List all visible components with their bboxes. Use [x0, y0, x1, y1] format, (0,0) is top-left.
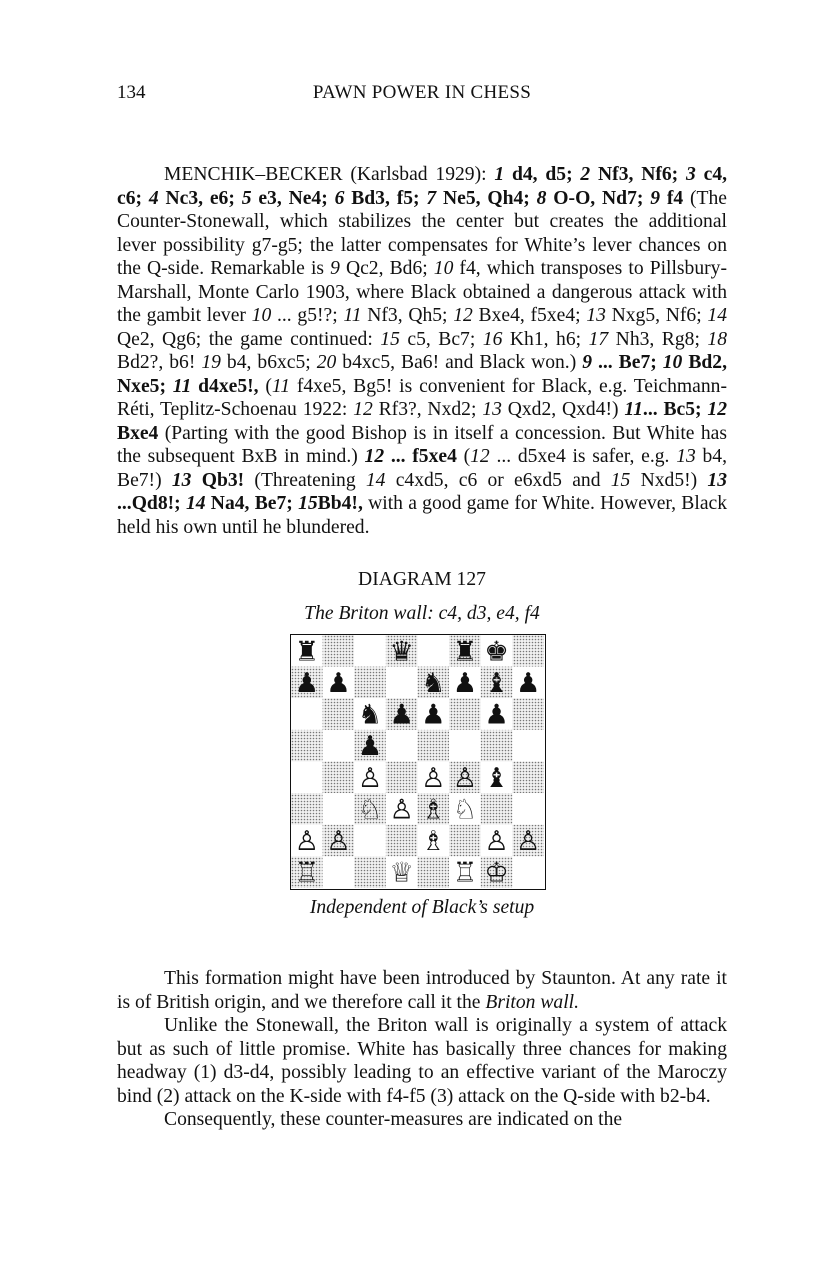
text-run: 14	[707, 305, 727, 326]
text-run: b4, Be7!)	[117, 446, 727, 491]
text-run: Rf3?, Nxd2;	[372, 399, 483, 420]
text-run: Bb4!,	[317, 493, 363, 514]
square-f6	[449, 698, 481, 730]
white-rook-icon: ♖	[452, 857, 478, 888]
text-run: Nc3, e6;	[158, 187, 242, 209]
square-g5	[481, 730, 513, 762]
black-pawn-icon: ♟	[516, 667, 541, 699]
text-run: Bd2, Nxe5;	[117, 352, 727, 397]
text-run: d4, d5;	[504, 164, 581, 185]
square-b8	[323, 635, 355, 667]
black-pawn-icon: ♟	[484, 699, 509, 731]
text-run: (	[258, 375, 272, 397]
text-run: 6	[334, 187, 345, 209]
text-run: 15	[380, 328, 400, 350]
text-run: d4xe5!,	[191, 375, 259, 397]
black-pawn-icon: ♟	[421, 699, 446, 731]
black-pawn-icon: ♟	[452, 667, 478, 699]
text-run: 2	[580, 164, 591, 185]
text-run: 12	[707, 399, 727, 420]
text-run: 19	[201, 352, 221, 373]
text-run: 4	[148, 187, 159, 209]
square-g3	[481, 793, 513, 825]
text-run: Bxe4	[117, 422, 159, 444]
text-run: This formation might have been introduced by Staunton. At any rate it is of British origin, and we therefore call it the	[117, 968, 727, 1013]
square-c2	[354, 825, 386, 857]
black-knight-icon: ♞	[421, 667, 446, 699]
paragraph	[117, 1014, 727, 1108]
text-run: Qe2, Qg6; the game continued:	[117, 328, 381, 350]
text-run: MENCHIK–BECKER (Karlsbad 1929):	[164, 164, 495, 185]
page-header	[117, 82, 727, 108]
text-run: Qb3!	[191, 469, 245, 491]
text-run: ... Be7;	[592, 352, 663, 373]
text-run: 1	[494, 164, 505, 185]
square-d5	[386, 730, 418, 762]
text-run: 9	[650, 187, 661, 209]
text-run: O-O, Nd7;	[546, 187, 651, 209]
white-knight-icon: ♘	[452, 794, 478, 826]
square-f2	[449, 825, 481, 857]
square-h8	[512, 635, 544, 667]
commentary-text	[117, 967, 727, 1132]
text-run: Nxd5!)	[630, 469, 708, 491]
text-run: Bd3, f5;	[344, 187, 427, 209]
square-d2	[386, 825, 418, 857]
text-run: 3	[686, 164, 696, 185]
black-pawn-icon: ♟	[294, 667, 319, 699]
text-run: f4xe5, Bg5! is convenient for Black, e.g. Teichmann-Réti, Teplitz-Schoenau 1922:	[117, 375, 727, 420]
square-c7	[354, 667, 386, 699]
text-run: 20	[316, 352, 337, 373]
text-run: with a good game for White. However, Black held his own until he blundered.	[117, 493, 728, 538]
diagram-label: DIAGRAM 127	[358, 569, 486, 590]
black-rook-icon: ♜	[452, 636, 478, 668]
text-run: ... f5xe4	[384, 446, 457, 467]
text-run: ... Bc5;	[642, 399, 708, 420]
text-run: ... g5!?;	[271, 305, 344, 326]
text-run: e3, Ne4;	[251, 187, 335, 209]
white-pawn-icon: ♙	[294, 826, 319, 858]
square-e5	[418, 730, 450, 762]
square-h4	[512, 762, 544, 794]
square-a4	[291, 762, 323, 794]
text-run: Ne5, Qh4;	[436, 187, 537, 209]
white-pawn-icon: ♙	[389, 794, 414, 826]
text-run: Qxd2, Qxd4!)	[501, 399, 625, 420]
paragraph	[117, 163, 727, 539]
text-run: Unlike the Stonewall, the Briton wall is originally a system of attack but as such of little promise. White has basically three chances for making headway (1) d3-d4, possibly leading to an effective variant of the Maroczy bind (2) attack on the K-side with f4-f5 (3) attack on the Q-side with b2-b4.	[117, 1015, 727, 1107]
text-run: b4xc5, Ba6! and Black won.)	[336, 352, 583, 373]
text-run: c5, Bc7;	[399, 328, 483, 350]
text-run: 15	[610, 469, 631, 491]
text-run: (	[456, 446, 471, 467]
annotated-game-text	[117, 163, 727, 539]
text-run: Bxe4, f5xe4;	[472, 305, 587, 326]
black-king-icon: ♚	[484, 636, 509, 668]
text-run: 11	[271, 375, 291, 397]
text-run: 13	[676, 446, 696, 467]
text-run: 10	[433, 258, 454, 279]
square-e1	[418, 856, 450, 888]
text-run: b4, b6xc5;	[220, 352, 317, 373]
text-run: Nh3, Rg8;	[608, 328, 708, 350]
text-run: c4, c6;	[117, 164, 728, 209]
text-run: 14	[365, 469, 386, 491]
chess-diagram	[290, 634, 546, 890]
white-king-icon: ♔	[484, 857, 509, 888]
text-run: 12	[364, 446, 385, 467]
white-queen-icon: ♕	[389, 857, 414, 888]
text-run: Bd2?, b6!	[117, 352, 202, 373]
black-pawn-icon: ♟	[357, 731, 383, 763]
text-run: Nf3, Nf6;	[590, 164, 687, 185]
text-run: (The Counter-Stonewall, which stabilizes the center but creates the additional lever possibility g7-g5; the latter compensates for White’s lever chances on the Q-side. Remarkable is	[117, 187, 728, 279]
black-pawn-icon: ♟	[326, 667, 351, 699]
white-pawn-icon: ♙	[357, 762, 383, 794]
white-pawn-icon: ♙	[516, 826, 541, 858]
square-h6	[512, 698, 544, 730]
black-knight-icon: ♞	[357, 699, 383, 731]
text-run: Qc2, Bd6;	[339, 258, 434, 279]
white-pawn-icon: ♙	[326, 826, 351, 858]
text-run: 12	[470, 446, 490, 467]
text-run: Na4, Be7;	[205, 493, 299, 514]
text-run: ...Qd8!;	[117, 493, 186, 514]
text-run: 12	[453, 305, 473, 326]
text-run: (Parting with the good Bishop is in itself a concession. But White has the subsequent BxB in mind.)	[117, 422, 727, 467]
text-run: 13	[482, 399, 502, 420]
square-h3	[512, 793, 544, 825]
text-run: 11	[624, 399, 643, 420]
running-title: PAWN POWER IN CHESS	[312, 82, 532, 103]
text-run: 13	[586, 305, 606, 326]
square-d7	[386, 667, 418, 699]
square-a5	[291, 730, 323, 762]
square-b6	[323, 698, 355, 730]
square-d4	[386, 762, 418, 794]
text-run: Nf3, Qh5;	[361, 305, 454, 326]
text-run: 16	[482, 328, 503, 350]
square-a6	[291, 698, 323, 730]
square-c8	[354, 635, 386, 667]
text-run: Consequently, these counter-measures are indicated on the	[164, 1109, 623, 1130]
text-run: 11	[172, 375, 192, 397]
black-queen-icon: ♛	[389, 636, 414, 668]
square-a3	[291, 793, 323, 825]
text-run: f4	[660, 187, 684, 209]
paragraph	[117, 967, 727, 1014]
text-run: 13	[707, 469, 728, 491]
text-run: Kh1, h6;	[502, 328, 589, 350]
text-run: f4, which transposes to Pillsbury-Marshall, Monte Carlo 1903, where Black obtained a dangerous attack with the gambit lever	[117, 258, 727, 326]
white-pawn-icon: ♙	[484, 826, 509, 858]
text-run: 17	[588, 328, 609, 350]
white-pawn-icon: ♙	[421, 762, 446, 794]
text-run: 9	[582, 352, 593, 373]
text-run: ... d5xe4 is safer, e.g.	[489, 446, 677, 467]
square-e8	[418, 635, 450, 667]
square-b5	[323, 730, 355, 762]
white-pawn-icon: ♙	[452, 762, 478, 794]
square-b3	[323, 793, 355, 825]
diagram-title: The Briton wall: c4, d3, e4, f4	[304, 603, 540, 624]
white-bishop-icon: ♗	[421, 794, 446, 826]
text-run: 7	[426, 187, 437, 209]
diagram-caption: Independent of Black’s setup	[309, 897, 535, 918]
text-run: Briton wall.	[485, 991, 580, 1013]
square-h1	[512, 856, 544, 888]
black-pawn-icon: ♟	[389, 699, 414, 731]
text-run: 5	[241, 187, 252, 209]
black-bishop-icon: ♝	[484, 667, 509, 699]
white-bishop-icon: ♗	[421, 826, 446, 858]
page-number: 134	[117, 82, 146, 103]
text-run: Nxg5, Nf6;	[605, 305, 708, 326]
square-b4	[323, 762, 355, 794]
black-rook-icon: ♜	[294, 636, 319, 668]
text-run: 11	[343, 305, 362, 326]
text-run: 10	[662, 352, 683, 373]
text-run: 8	[536, 187, 547, 209]
text-run: 18	[707, 328, 728, 350]
text-run: 15	[298, 493, 318, 514]
text-run: 10	[251, 305, 272, 326]
square-f5	[449, 730, 481, 762]
text-run: 13	[171, 469, 192, 491]
square-c1	[354, 856, 386, 888]
white-knight-icon: ♘	[357, 794, 383, 826]
text-run: 14	[185, 493, 206, 514]
text-run: 12	[353, 399, 373, 420]
text-run: c4xd5, c6 or e6xd5 and	[385, 469, 611, 491]
square-h5	[512, 730, 544, 762]
white-rook-icon: ♖	[294, 857, 319, 888]
text-run: 9	[330, 258, 340, 279]
square-b1	[323, 856, 355, 888]
black-bishop-icon: ♝	[484, 762, 509, 794]
chess-board	[291, 635, 544, 888]
text-run: (Threatening	[244, 469, 366, 491]
paragraph	[117, 1108, 727, 1132]
